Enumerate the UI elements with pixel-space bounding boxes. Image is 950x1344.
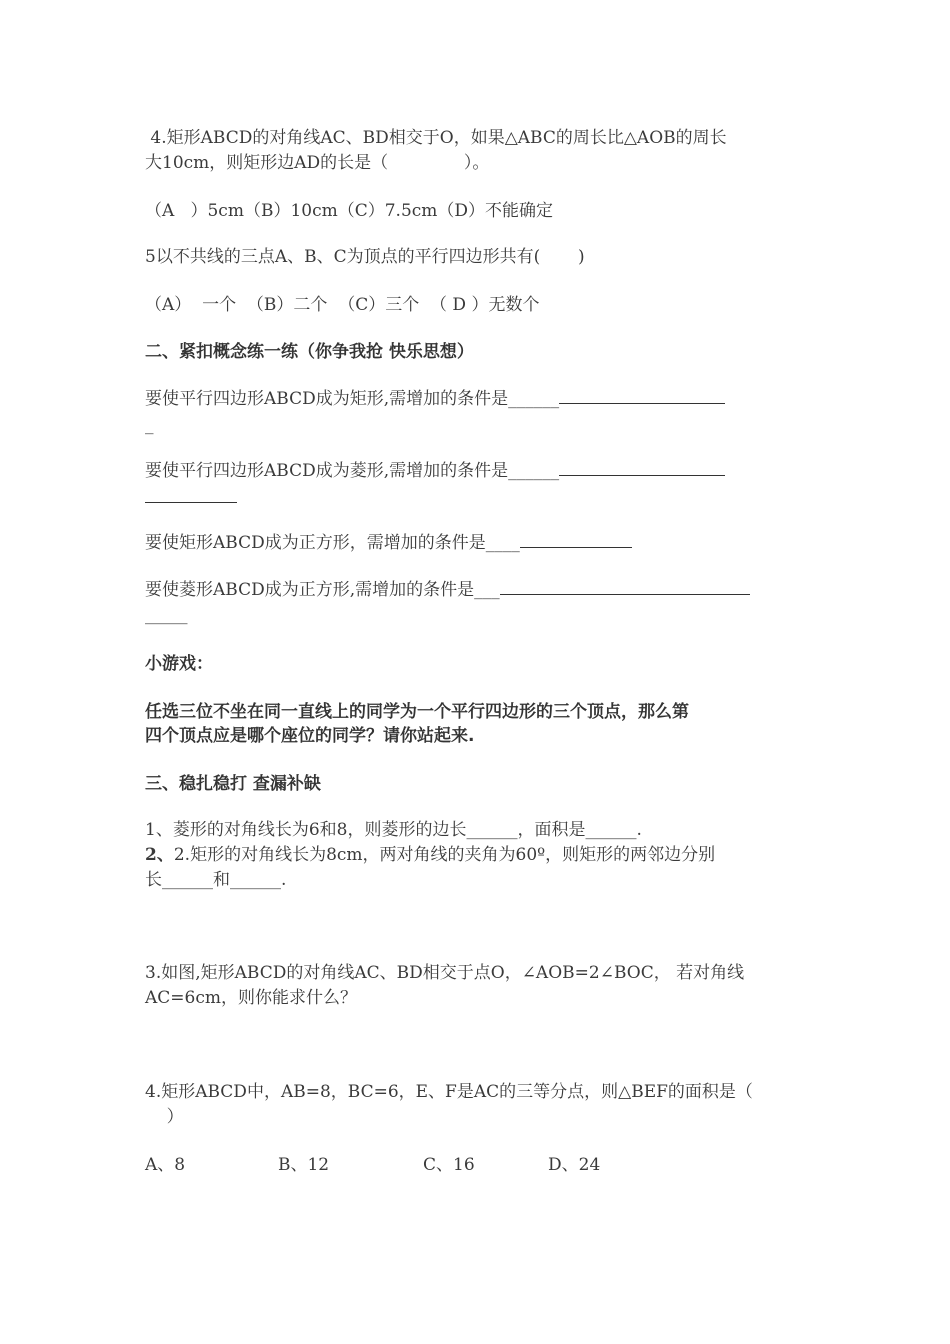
option-c: C、16 xyxy=(423,1155,475,1175)
question-5: 5以不共线的三点A、B、C为顶点的平行四边形共有( ) xyxy=(145,247,585,267)
fill-in-4-text: 要使菱形ABCD成为正方形,需增加的条件是___ xyxy=(145,580,500,600)
fill-in-1-blank xyxy=(559,387,725,404)
s3-question-4-line-1: 4.矩形ABCD中，AB=8，BC=6，E、F是AC的三等分点，则△BEF的面积是（ xyxy=(145,1082,753,1102)
s3-question-1: 1、菱形的对角线长为6和8，则菱形的边长______，面积是______. xyxy=(145,820,642,840)
game-line-2: 四个顶点应是哪个座位的同学？请你站起来. xyxy=(145,726,475,746)
fill-in-4 xyxy=(145,578,750,602)
game-line-1: 任选三位不坐在同一直线上的同学为一个平行四边形的三个顶点，那么第 xyxy=(145,702,689,722)
fill-in-4-continuation: _____ xyxy=(145,605,188,625)
s3-question-2-line-2: 长______和______. xyxy=(145,870,287,890)
fill-in-3-blank xyxy=(520,531,632,548)
fill-in-3-text: 要使矩形ABCD成为正方形，需增加的条件是____ xyxy=(145,533,520,553)
s3-question-2-text: 2.矩形的对角线长为8cm，两对角线的夹角为60º，则矩形的两邻边分别 xyxy=(173,845,716,865)
question-4-options: （A ）5cm（B）10cm（C）7.5cm（D）不能确定 xyxy=(145,201,554,221)
s3-question-4-line-2: ） xyxy=(145,1107,184,1127)
fill-in-1-continuation: _ xyxy=(145,415,154,435)
option-a: A、8 xyxy=(145,1155,186,1175)
game-title: 小游戏： xyxy=(145,654,213,674)
s3-question-3-line-1: 3.如图,矩形ABCD的对角线AC、BD相交于点O，∠AOB=2∠BOC， 若对角线 xyxy=(145,963,745,983)
section-2-heading: 二、紧扣概念练一练（你争我抢 快乐思想） xyxy=(145,342,474,362)
fill-in-2-blank xyxy=(559,459,725,476)
option-d: D、24 xyxy=(548,1155,601,1175)
fill-in-1-text: 要使平行四边形ABCD成为矩形,需增加的条件是______ xyxy=(145,389,560,409)
fill-in-1 xyxy=(145,387,725,411)
fill-in-2-text: 要使平行四边形ABCD成为菱形,需增加的条件是______ xyxy=(145,461,560,481)
fill-in-4-blank xyxy=(500,578,750,595)
fill-in-3 xyxy=(145,531,632,555)
question-4-line-1: 4.矩形ABCD的对角线AC、BD相交于O，如果△ABC的周长比△AOB的周长 xyxy=(145,128,727,148)
s3-question-3-line-2: AC=6cm，则你能求什么？ xyxy=(145,988,357,1008)
option-b: B、12 xyxy=(278,1155,330,1175)
fill-in-2-blank-continuation xyxy=(145,502,237,503)
s3-question-2-prefix: 2、 xyxy=(145,845,174,865)
section-3-heading: 三、稳扎稳打 查漏补缺 xyxy=(145,774,321,794)
fill-in-2 xyxy=(145,459,725,483)
s3-question-2-line-1 xyxy=(145,843,715,867)
question-4-line-2: 大10cm，则矩形边AD的长是（ ）。 xyxy=(145,153,490,173)
question-5-options: （A） 一个 （B）二个 （C）三个 （ D ）无数个 xyxy=(145,295,540,315)
